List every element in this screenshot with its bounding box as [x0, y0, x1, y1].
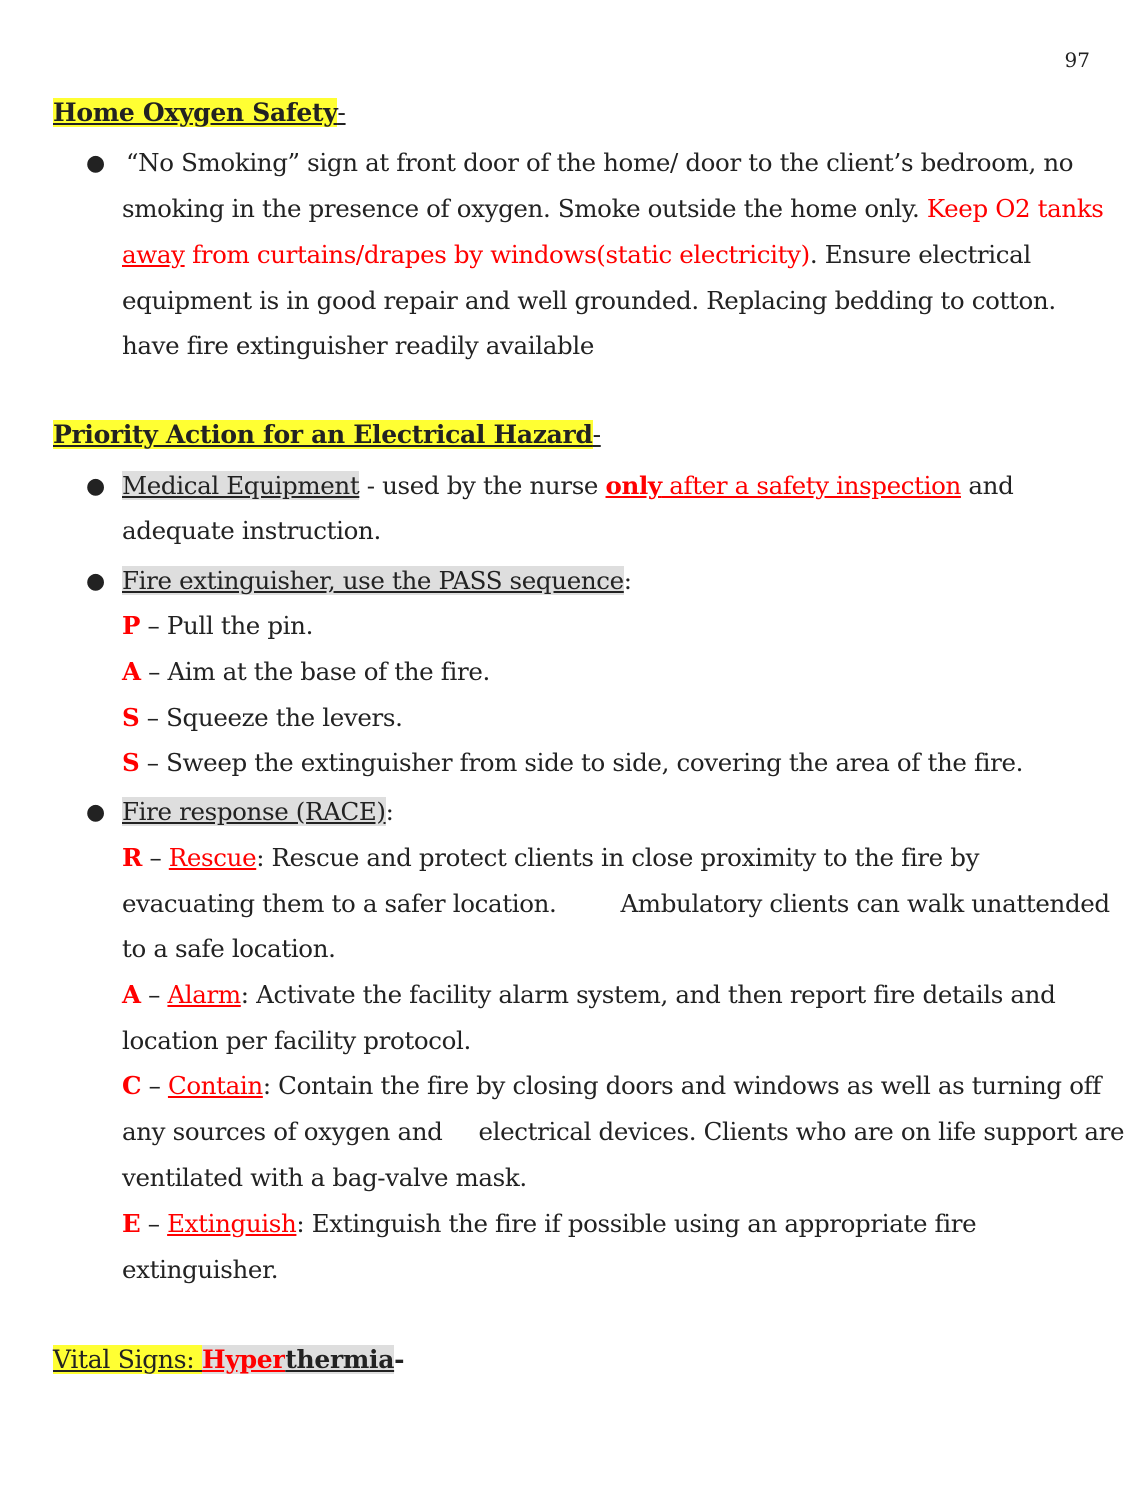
oxygen-red-away: away: [122, 240, 185, 269]
pass-letter: S: [122, 748, 140, 777]
race-extinguish-line-1: [122, 1208, 976, 1240]
race-contain-line-2: [122, 1116, 1124, 1148]
pass-step-a: [122, 656, 490, 688]
medical-equipment-line-1: [122, 470, 1013, 502]
race-word: Contain: [167, 1071, 263, 1100]
medical-equipment-line-2: adequate instruction.: [122, 516, 381, 545]
pass-text: – Aim at the base of the fire.: [140, 657, 490, 686]
race-text: evacuating them to a safer location.: [122, 889, 557, 918]
oxygen-red-curtains: from curtains/drapes by windows(static electricity): [184, 240, 810, 269]
race-dash: –: [140, 980, 168, 1009]
colon: :: [385, 797, 394, 826]
medical-and: and: [960, 471, 1014, 500]
heading-dash: -: [592, 420, 601, 449]
race-word: Alarm: [167, 980, 241, 1009]
race-text: : Contain the fire by closing doors and windows as well as turning off: [262, 1071, 1102, 1100]
pass-letter: P: [122, 611, 141, 640]
heading-vital-signs: [53, 1345, 404, 1374]
race-text: electrical devices. Clients who are on life support are: [478, 1117, 1125, 1146]
vital-signs-thermia: thermia: [285, 1345, 395, 1374]
race-text: any sources of oxygen and: [122, 1117, 443, 1146]
race-dash: –: [141, 1071, 168, 1100]
page-number: 97: [1064, 48, 1090, 72]
heading-dash: -: [394, 1345, 405, 1374]
race-extinguish-line-2: extinguisher.: [122, 1255, 279, 1284]
pass-letter: A: [122, 657, 141, 686]
medical-text: - used by the nurse: [359, 471, 606, 500]
heading-home-oxygen-safety: [53, 98, 346, 127]
vital-signs-label: Vital Signs:: [53, 1345, 203, 1374]
heading-text: Priority Action for an Electrical Hazard: [53, 420, 593, 449]
heading-dash: -: [337, 98, 346, 127]
oxygen-line-2: [122, 193, 1104, 225]
race-text: : Rescue and protect clients in close proximity to the fire by: [256, 843, 980, 872]
race-text: Ambulatory clients can walk unattended: [620, 889, 1110, 918]
oxygen-line-2-text: smoking in the presence of oxygen. Smoke outside the home only.: [122, 194, 927, 223]
race-rescue-line-2: [122, 888, 1110, 920]
race-letter: E: [122, 1209, 141, 1238]
oxygen-line-3: [122, 239, 1031, 271]
fire-response-label: Fire response (RACE): [122, 797, 386, 826]
pass-step-p: [122, 610, 313, 642]
bullet-icon: ●: [86, 151, 106, 176]
pass-text: – Pull the pin.: [140, 611, 314, 640]
pass-text: – Squeeze the levers.: [139, 703, 403, 732]
pass-text: – Sweep the extinguisher from side to side, covering the area of the fire.: [139, 748, 1024, 777]
race-alarm-line-1: [122, 979, 1055, 1011]
race-rescue-line-1: [122, 842, 979, 874]
race-letter: R: [122, 843, 143, 872]
medical-equipment-label: Medical Equipment: [122, 471, 360, 500]
race-contain-line-1: [122, 1070, 1101, 1102]
race-alarm-line-2: location per facility protocol.: [122, 1026, 471, 1055]
oxygen-line-3-text: . Ensure electrical: [809, 240, 1031, 269]
bullet-icon: ●: [86, 800, 106, 825]
medical-after-inspection: after a safety inspection: [661, 471, 961, 500]
medical-only: only: [605, 471, 662, 500]
race-dash: –: [140, 1209, 168, 1238]
pass-step-s1: [122, 702, 403, 734]
race-word: Extinguish: [167, 1209, 297, 1238]
fire-extinguisher-line: [122, 565, 632, 597]
bullet-icon: ●: [86, 569, 106, 594]
race-text: : Activate the facility alarm system, and then report fire details and: [240, 980, 1056, 1009]
oxygen-red-text: Keep O2 tanks: [926, 194, 1104, 223]
pass-step-s2: [122, 747, 1023, 779]
fire-response-line: [122, 796, 393, 828]
race-rescue-line-3: to a safe location.: [122, 934, 336, 963]
race-dash: –: [142, 843, 169, 872]
heading-electrical-hazard: [53, 420, 601, 449]
race-contain-line-3: ventilated with a bag-valve mask.: [122, 1163, 527, 1192]
colon: :: [623, 566, 632, 595]
oxygen-line-4: equipment is in good repair and well grounded. Replacing bedding to cotton.: [122, 286, 1056, 315]
race-text: : Extinguish the fire if possible using an appropriate fire: [296, 1209, 977, 1238]
race-word: Rescue: [168, 843, 257, 872]
bullet-icon: ●: [86, 474, 106, 499]
pass-letter: S: [122, 703, 140, 732]
fire-extinguisher-label: Fire extinguisher, use the PASS sequence: [122, 566, 624, 595]
heading-text: Home Oxygen Safety: [53, 98, 338, 127]
vital-signs-hyper: Hyper: [202, 1345, 286, 1374]
oxygen-line-1: “No Smoking” sign at front door of the home/ door to the client’s bedroom, no: [126, 148, 1074, 177]
race-letter: A: [122, 980, 141, 1009]
oxygen-line-5: have fire extinguisher readily available: [122, 331, 594, 360]
race-letter: C: [122, 1071, 142, 1100]
